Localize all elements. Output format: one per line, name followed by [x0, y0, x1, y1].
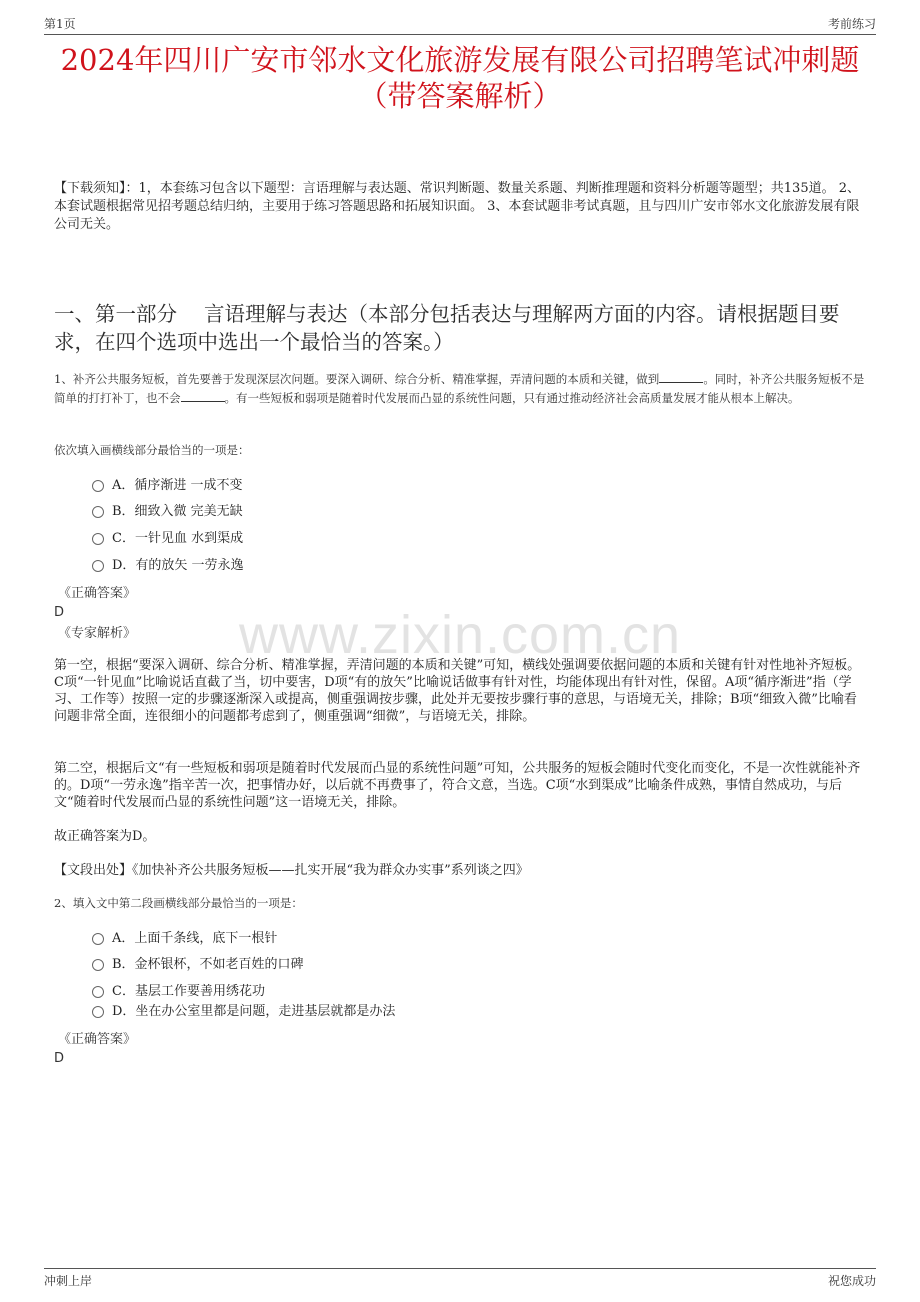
q1-analysis-label: 《专家解析》	[58, 626, 137, 641]
q1-answer-value: D	[54, 605, 65, 620]
question-1-stem-part-a: 1、补齐公共服务短板，首先要善于发现深层次问题。要深入调研、综合分析、精准掌握，弄清问题的本质和关键，做到	[54, 372, 660, 386]
q2-option-a[interactable]	[92, 930, 277, 948]
q1-option-d[interactable]	[92, 557, 244, 575]
page-footer	[44, 1268, 876, 1292]
option-text: C．基层工作要善用绣花功	[112, 984, 265, 999]
page-header	[44, 12, 876, 35]
radio-icon[interactable]	[92, 480, 104, 492]
option-text: B．细致入微 完美无缺	[112, 504, 243, 519]
q1-answer-label: 《正确答案》	[58, 586, 137, 601]
q1-option-b[interactable]	[92, 503, 243, 521]
question-1-stem-part-b: 。同时，补齐公共服务短板不是简单的打打补丁，也不会	[54, 372, 865, 405]
option-text: C．一针见血 水到渠成	[112, 531, 244, 546]
question-1-stem	[54, 370, 866, 408]
option-text: D．有的放矢 一劳永逸	[112, 558, 244, 573]
fill-blank-2	[181, 389, 225, 402]
q2-answer-value: D	[54, 1051, 65, 1066]
q1-analysis-first-blank: 第一空，根据“要深入调研、综合分析、精准掌握，弄清问题的本质和关键”可知，横线处强调要依据问题的本质和关键有针对性地补齐短板。C项“一针见血”比喻说话直截了当，切中要害，D项“有的放矢”比喻说话做事有针对性，均能体现出有针对性，保留。A项“循序渐进”指（学习、工作等）按照一定的步骤逐渐深入或提高，侧重强调按步骤，此处并无要按步骤行事的意思，与语境无关，排除；B项“细致入微”比喻看问题非常全面，连很细小的问题都考虑到了，侧重强调“细微”，与语境无关，排除。	[54, 658, 861, 724]
radio-icon[interactable]	[92, 1006, 104, 1018]
q1-source: 【文段出处】《加快补齐公共服务短板——扎实开展“我为群众办实事”系列谈之四》	[54, 863, 529, 878]
section-heading: 一、第一部分 言语理解与表达（本部分包括表达与理解两方面的内容。请根据题目要求，在四个选项中选出一个最恰当的答案。）	[54, 302, 840, 354]
radio-icon[interactable]	[92, 959, 104, 971]
radio-icon[interactable]	[92, 560, 104, 572]
fill-blank-1	[659, 370, 703, 383]
option-text: A．循序渐进 一成不变	[112, 478, 243, 493]
q1-option-a[interactable]	[92, 477, 243, 495]
q1-conclusion: 故正确答案为D。	[54, 829, 156, 844]
q2-option-b[interactable]	[92, 956, 304, 974]
radio-icon[interactable]	[92, 933, 104, 945]
q2-option-d[interactable]	[92, 1003, 395, 1021]
q1-option-c[interactable]	[92, 530, 243, 548]
watermark: www.zixin.com.cn	[238, 605, 682, 665]
radio-icon[interactable]	[92, 533, 104, 545]
q2-option-c[interactable]	[92, 983, 265, 1001]
footer-right-text: 祝您成功	[827, 1274, 876, 1288]
q2-answer-label: 《正确答案》	[58, 1032, 137, 1047]
radio-icon[interactable]	[92, 986, 104, 998]
document-title: 2024年四川广安市邻水文化旅游发展有限公司招聘笔试冲刺题（带答案解析）	[60, 43, 860, 113]
q1-analysis-second-blank: 第二空，根据后文“有一些短板和弱项是随着时代发展而凸显的系统性问题”可知，公共服务的短板会随时代变化而变化，不是一次性就能补齐的。D项“一劳永逸”指辛苦一次，把事情办好，以后就不再费事了，符合文意，当选。C项“水到渠成”比喻条件成熟，事情自然成功，与后文“随着时代发展而凸显的系统性问题”这一语境无关，排除。	[54, 761, 861, 810]
option-text: D．坐在办公室里都是问题，走进基层就都是办法	[112, 1004, 396, 1019]
download-notice: 【下载须知】：1，本套练习包含以下题型：言语理解与表达题、常识判断题、数量关系题、判断推理题和资料分析题等题型；共135道。 2、本套试题根据常见招考题总结归纳，主要用于练习答题思路和拓展知识面。 3、本套试题非考试真题，且与四川广安市邻水文化旅游发展有限公司无关。	[54, 181, 860, 232]
header-label: 考前练习	[827, 17, 876, 31]
question-1-prompt: 依次填入画横线部分最恰当的一项是：	[54, 443, 250, 457]
page-number: 第1页	[44, 17, 76, 31]
question-1-stem-part-c: 。有一些短板和弱项是随着时代发展而凸显的系统性问题，只有通过推动经济社会高质量发展才能从根本上解决。	[224, 391, 800, 405]
footer-left-text: 冲刺上岸	[44, 1274, 93, 1288]
option-text: B．金杯银杯，不如老百姓的口碑	[112, 957, 304, 972]
radio-icon[interactable]	[92, 506, 104, 518]
option-text: A．上面千条线，底下一根针	[112, 931, 278, 946]
question-2-stem: 2、填入文中第二段画横线部分最恰当的一项是：	[54, 896, 303, 910]
